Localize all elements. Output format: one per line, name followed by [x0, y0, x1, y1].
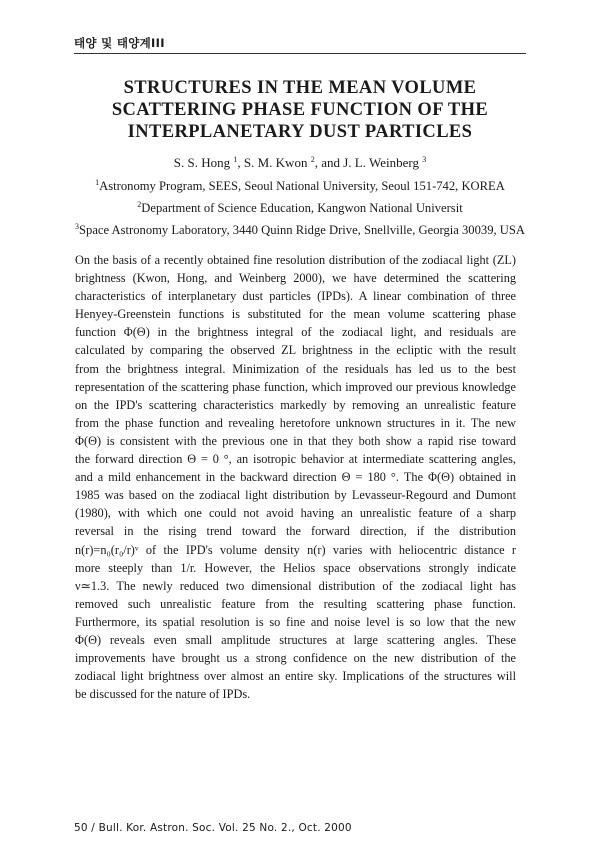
- affiliation-marker: 3: [422, 155, 427, 164]
- abstract-line: representation of the scattering phase function, which improved our previous knowledge: [75, 379, 516, 394]
- header-divider: [74, 53, 526, 54]
- affiliation-2: [40, 201, 560, 216]
- abstract-line: Furthermore, its spatial resolution is so fine and noise level is so low that the new: [75, 614, 516, 629]
- abstract-line: brightness (Kwon, Hong, and Weinberg 2000), we have determined the scattering: [75, 271, 516, 286]
- title-line: STRUCTURES IN THE MEAN VOLUME: [123, 78, 477, 98]
- page-footer: 50 / Bull. Kor. Astron. Soc. Vol. 25 No. 2., Oct. 2000: [74, 822, 352, 834]
- affiliation-1: [40, 179, 560, 194]
- abstract-line: and a mild enhancement in the backward direction Θ = 180 °. The Φ(Θ) obtained in: [75, 470, 516, 485]
- abstract-line: from the phase function and revealing heretofore unknown structures in it. The new: [75, 415, 516, 430]
- abstract-line: reversal in the rising trend toward the forward direction, if the distribution: [75, 524, 516, 539]
- title-line: INTERPLANETARY DUST PARTICLES: [127, 122, 473, 142]
- abstract-line: be discussed for the nature of IPDs.: [75, 687, 251, 702]
- author-name: S. S. Hong: [173, 155, 234, 170]
- author-name: , S. M. Kwon: [237, 155, 311, 170]
- abstract-line: On the basis of a recently obtained fine resolution distribution of the zodiacal light (ZL): [75, 253, 516, 267]
- affiliation-3: [40, 223, 560, 238]
- affiliation-text: Space Astronomy Laboratory, 3440 Quinn Ridge Drive, Snellville, Georgia 30039, USA: [79, 223, 525, 237]
- abstract-line: from the brightness integral. Minimization of the residuals has led us to the best: [75, 361, 516, 376]
- running-header: 태양 및 태양계III: [74, 36, 165, 50]
- abstract-line: Φ(Θ) is consistent with the previous one in that they both show a rapid rise toward: [75, 433, 516, 448]
- abstract-line: Φ(Θ) reveals even small amplitude structures at large scattering angles. These: [75, 632, 516, 647]
- abstract-line: ν≃1.3. The newly reduced two dimensional distribution of the zodiacal light has: [75, 578, 516, 593]
- abstract-line: improvements have brought us a strong confidence on the new distribution of the: [75, 651, 516, 666]
- abstract-body: [75, 251, 516, 703]
- abstract-line: removed such unrealistic feature from the resulting scattering phase function.: [75, 596, 516, 611]
- affiliation-text: Department of Science Education, Kangwon National Universit: [141, 201, 463, 215]
- abstract-line: function Φ(Θ) in the brightness integral of the zodiacal light, and residuals are: [75, 325, 516, 340]
- affiliation-marker: 1: [233, 155, 238, 164]
- abstract-line: more steeply than 1/r. However, the Helios space observations strongly indicate: [75, 560, 516, 575]
- abstract-line: n(r)=n₀(r₀/r)ᵛ of the IPD's volume density n(r) varies with heliocentric distance r: [75, 542, 516, 557]
- author-name: , and J. L. Weinberg: [314, 155, 423, 170]
- abstract-line: Henyey-Greenstein functions is substituted for the mean volume scattering phase: [75, 307, 516, 322]
- abstract-line: on the IPD's scattering characteristics markedly by removing an unrealistic feature: [75, 397, 516, 412]
- abstract-line: 1985 was based on the zodiacal light distribution by Levasseur-Regourd and Dumont: [75, 488, 516, 503]
- abstract-line: the forward direction Θ = 0 °, an isotropic behavior at intermediate scattering angles,: [75, 452, 516, 467]
- abstract-line: (1980), with which one could not avoid having an unrealistic feature of a sharp: [75, 506, 516, 521]
- author-list: [40, 155, 560, 171]
- abstract-line: characteristics of interplanetary dust particles (IPDs). A linear combination of three: [75, 289, 516, 304]
- abstract-line: zodiacal light brightness over almost an entire sky. Implications of the structures will: [75, 669, 516, 684]
- affiliation-text: Astronomy Program, SEES, Seoul National University, Seoul 151-742, KOREA: [99, 179, 505, 193]
- title-line: SCATTERING PHASE FUNCTION OF THE: [111, 100, 489, 120]
- affiliation-marker: 2: [137, 200, 142, 209]
- abstract-line: calculated by comparing the observed ZL brightness in the ecliptic with the result: [75, 343, 516, 358]
- affiliation-marker: 2: [310, 155, 315, 164]
- affiliation-marker: 3: [75, 222, 80, 231]
- paper-title: [60, 77, 540, 143]
- affiliation-marker: 1: [95, 178, 100, 187]
